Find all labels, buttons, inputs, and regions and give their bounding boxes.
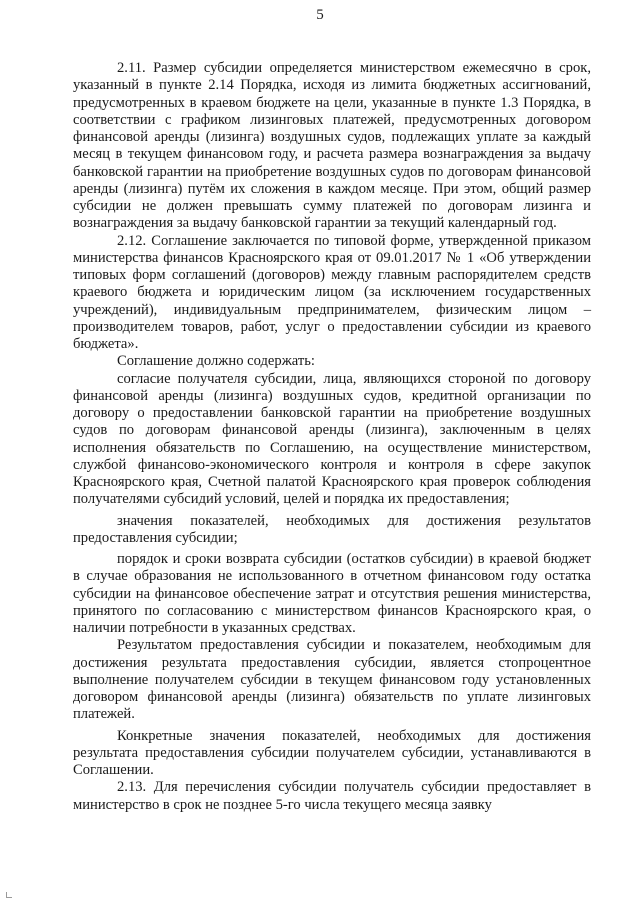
paragraph-specific-values: Конкретные значения показателей, необходимых для достижения результата предоставления субсидии получателем субсидии, устанавливаются в Соглашении. xyxy=(73,727,591,778)
paragraph-indicator-values: значения показателей, необходимых для достижения результатов предоставления субсидии; xyxy=(73,512,591,546)
page-number: 5 xyxy=(316,7,324,23)
paragraph-consent-clause: согласие получателя субсидии, лица, являющихся стороной по договору финансовой аренды (лизинга) воздушных судов, кредитной организации по договору о предоставлении банковской гарантии на приобретение воздушных судов по договорам финансовой аренды (лизинга), заключенным в целях исполнения обязательств по Соглашению, на осуществление министерством, службой финансово-экономического контроля и контроля в сфере закупок Красноярского края, Счетной палатой Красноярского края проверок соблюдения получателями субсидий условий, целей и порядка их предоставления; xyxy=(73,370,591,508)
paragraph-2-12: 2.12. Соглашение заключается по типовой форме, утвержденной приказом министерства финансов Красноярского края от 09.01.2017 № 1 «Об утверждении типовых форм соглашений (договоров) между главным распорядителем средств краевого бюджета и юридическим лицом (за исключением государственных учреждений), индивидуальным предпринимателем, физическим лицом – производителем товаров, работ, услуг о предоставлении субсидии из краевого бюджета». xyxy=(73,232,591,352)
document-body xyxy=(73,60,591,814)
paragraph-result: Результатом предоставления субсидии и показателем, необходимым для достижения результата предоставления субсидии, является стопроцентное выполнение получателем субсидии в текущем финансовом году установленных договором финансовой аренды (лизинга) обязательств по уплате лизинговых платежей. xyxy=(73,637,591,723)
paragraph-agreement-contents: Соглашение должно содержать: xyxy=(117,353,315,370)
scan-corner-mark xyxy=(6,892,12,898)
paragraph-2-13: 2.13. Для перечисления субсидии получатель субсидии предоставляет в министерство в срок не позднее 5-го числа текущего месяца заявку xyxy=(73,779,591,813)
paragraph-2-11: 2.11. Размер субсидии определяется министерством ежемесячно в срок, указанный в пункте 2.14 Порядка, исходя из лимита бюджетных ассигнований, предусмотренных в краевом бюджете на цели, указанные в пункте 1.3 Порядка, в соответствии с графиком лизинговых платежей, предусмотренных договором финансовой аренды (лизинга) воздушных судов, подлежащих уплате за каждый месяц в текущем финансовом году, и расчета размера вознаграждения за выдачу банковской гарантии на приобретение воздушных судов по договорам финансовой аренды (лизинга) путём их сложения в каждом месяце. При этом, общий размер субсидии не должен превышать сумму платежей по договорам лизинга и вознаграждения за выдачу банковской гарантии за текущий календарный год. xyxy=(73,60,591,232)
paragraph-refund-procedure: порядок и сроки возврата субсидии (остатков субсидии) в краевой бюджет в случае образования не использованного в отчетном финансовом году остатка субсидии на финансовое обеспечение затрат и отсутствия решения министерства, принятого по согласованию с министерством финансов Красноярского края, о наличии потребности в указанных средствах. xyxy=(73,551,591,636)
